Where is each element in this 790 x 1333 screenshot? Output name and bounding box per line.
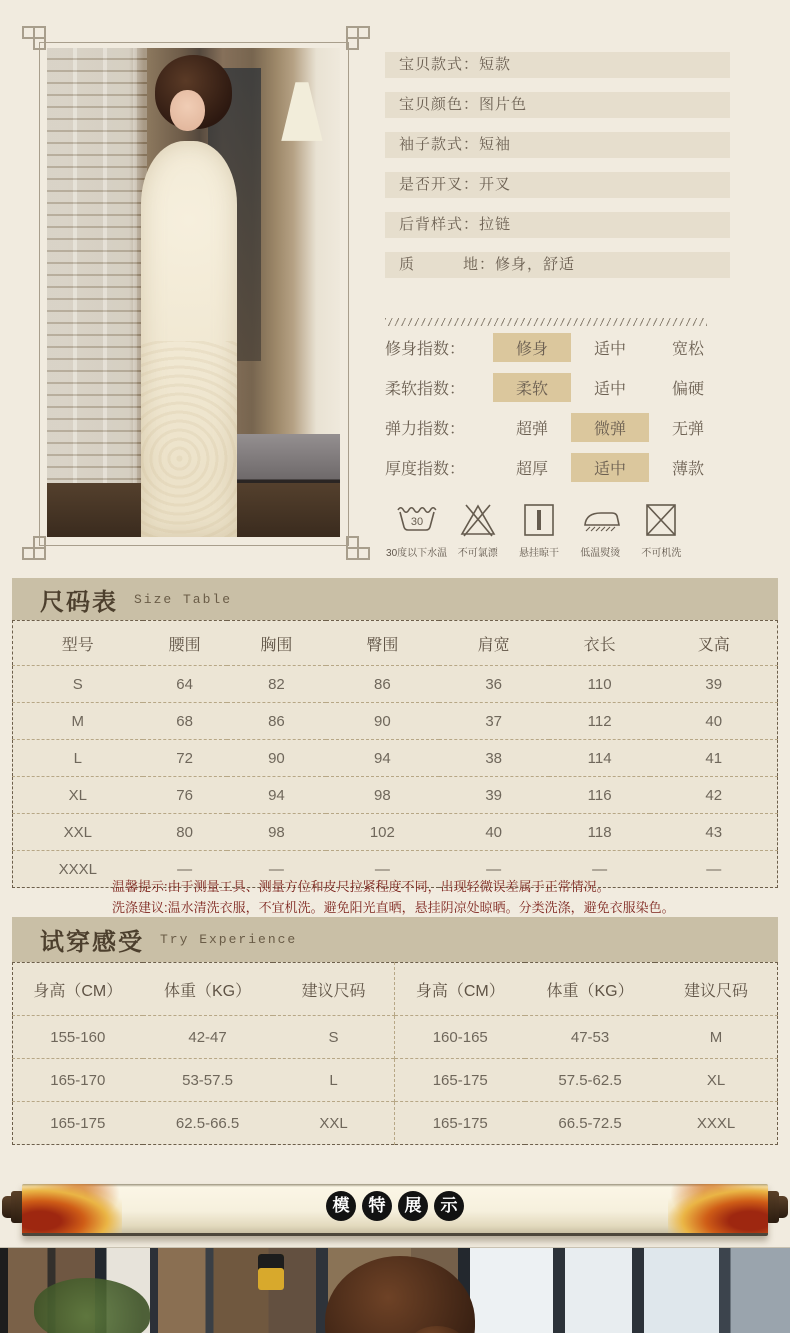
index-option: 偏硬 <box>671 380 704 398</box>
index-option: 无弹 <box>671 420 704 438</box>
banner-title <box>22 1191 768 1221</box>
care-item <box>508 500 569 559</box>
index-option: 薄款 <box>671 460 704 478</box>
lace-hem <box>141 341 238 537</box>
care-instructions <box>386 500 692 559</box>
banner-char: 特 <box>362 1191 392 1221</box>
index-option: 适中 <box>571 453 649 482</box>
index-row-thickness <box>385 454 730 480</box>
model-face <box>170 90 205 132</box>
size-table <box>12 620 778 888</box>
column-header: 体重（KG） <box>143 963 273 1016</box>
scroll-knob-right-icon <box>779 1196 788 1218</box>
hanging-lamp <box>270 82 334 141</box>
index-option: 微弹 <box>571 413 649 442</box>
column-header: 衣长 <box>583 636 616 654</box>
corner-ornament-icon <box>346 536 368 558</box>
column-header: 身高（CM） <box>395 963 525 1016</box>
size-table-header <box>12 578 778 620</box>
index-option: 修身 <box>493 333 571 362</box>
try-experience-header <box>12 917 778 962</box>
svg-text:30: 30 <box>410 516 423 528</box>
index-option: 超弹 <box>515 420 548 438</box>
brick-wall <box>47 48 147 537</box>
index-option: 超厚 <box>515 460 548 478</box>
measure-tip-note: 温馨提示:由于测量工具、测量方位和皮尺拉紧程度不同，出现轻微误差属于正常情况。 <box>112 879 610 894</box>
care-item <box>631 500 692 559</box>
section-subtitle: Size Table <box>134 591 233 607</box>
column-header: 胸围 <box>260 636 293 654</box>
table-row: 155-160 42-47 S 160-165 47-53 M <box>13 1016 778 1059</box>
attribute-texture: 质 地：修身，舒适 <box>385 252 730 278</box>
section-subtitle: Try Experience <box>160 932 298 947</box>
column-header: 叉高 <box>697 636 730 654</box>
model-display-banner <box>22 1184 768 1236</box>
table-row: XXXL — — — — — — <box>13 851 778 888</box>
attribute-slit: 是否开叉：开叉 <box>385 172 730 198</box>
column-header: 建议尺码 <box>273 963 395 1016</box>
corner-ornament-icon <box>346 26 368 48</box>
care-caption: 不可机洗 <box>641 548 682 559</box>
product-photo <box>47 48 340 537</box>
index-option: 柔软 <box>493 373 571 402</box>
index-label: 修身指数： <box>385 340 466 358</box>
no-machine-wash-icon <box>641 500 681 540</box>
corner-ornament-icon <box>22 26 44 48</box>
care-caption: 不可氯漂 <box>457 548 498 559</box>
column-header: 腰围 <box>168 636 201 654</box>
table-row: M 68 86 90 37 112 40 <box>13 703 778 740</box>
model-photo-partial <box>0 1247 790 1333</box>
table-row: XXL 80 98 102 40 118 43 <box>13 814 778 851</box>
index-list <box>385 334 730 494</box>
washing-advice-note: 洗涤建议:温水清洗衣服，不宜机洗。避免阳光直晒，悬挂阴凉处晾晒。分类洗涤，避免衣服染色。 <box>112 900 675 915</box>
low-iron-icon <box>577 500 623 540</box>
scroll-knob-left-icon <box>2 1196 11 1218</box>
attribute-back: 后背样式：拉链 <box>385 212 730 238</box>
index-option: 适中 <box>593 340 626 358</box>
column-header: 型号 <box>61 636 94 654</box>
try-table-header-row <box>13 963 778 1016</box>
column-header: 臀围 <box>366 636 399 654</box>
table-row: XL 76 94 98 39 116 42 <box>13 777 778 814</box>
model-head <box>325 1256 475 1333</box>
corner-ornament-icon <box>22 536 44 558</box>
no-bleach-icon <box>458 500 498 540</box>
banner-char: 模 <box>326 1191 356 1221</box>
index-label: 弹力指数： <box>385 420 466 438</box>
column-header: 建议尺码 <box>655 963 777 1016</box>
column-header: 身高（CM） <box>13 963 143 1016</box>
banner-char: 示 <box>434 1191 464 1221</box>
care-caption: 悬挂晾干 <box>519 548 559 559</box>
care-item <box>386 500 447 559</box>
wall-sign <box>258 1254 284 1290</box>
care-item <box>570 500 631 559</box>
index-row-softness <box>385 374 730 400</box>
attribute-style: 宝贝款式：短款 <box>385 52 730 78</box>
care-item <box>447 500 508 559</box>
column-header: 体重（KG） <box>525 963 655 1016</box>
banner-char: 展 <box>398 1191 428 1221</box>
section-title: 尺码表 <box>40 588 118 616</box>
attribute-list <box>385 52 730 292</box>
table-row: 165-170 53-57.5 L 165-175 57.5-62.5 XL <box>13 1059 778 1102</box>
index-label: 厚度指数： <box>385 460 466 478</box>
table-row: S 64 82 86 36 110 39 <box>13 666 778 703</box>
plant <box>34 1278 150 1333</box>
try-experience-table <box>12 962 778 1145</box>
index-row-fit <box>385 334 730 360</box>
index-label: 柔软指数： <box>385 380 466 398</box>
index-row-elasticity <box>385 414 730 440</box>
drip-dry-icon <box>520 500 558 540</box>
table-row: L 72 90 94 38 114 41 <box>13 740 778 777</box>
attribute-sleeve: 袖子款式：短袖 <box>385 132 730 158</box>
hatched-divider <box>385 318 707 326</box>
table-row: 165-175 62.5-66.5 XXL 165-175 66.5-72.5 XXXL <box>13 1102 778 1145</box>
section-title: 试穿感受 <box>40 929 144 956</box>
column-header: 肩宽 <box>477 636 510 654</box>
attribute-color: 宝贝颜色：图片色 <box>385 92 730 118</box>
care-caption: 低温熨烫 <box>580 548 621 559</box>
hand-wash-30-icon <box>395 500 439 540</box>
index-option: 宽松 <box>671 340 704 358</box>
size-table-header-row <box>13 621 778 666</box>
care-caption: 30度以下水温 <box>386 548 448 559</box>
index-option: 适中 <box>593 380 626 398</box>
